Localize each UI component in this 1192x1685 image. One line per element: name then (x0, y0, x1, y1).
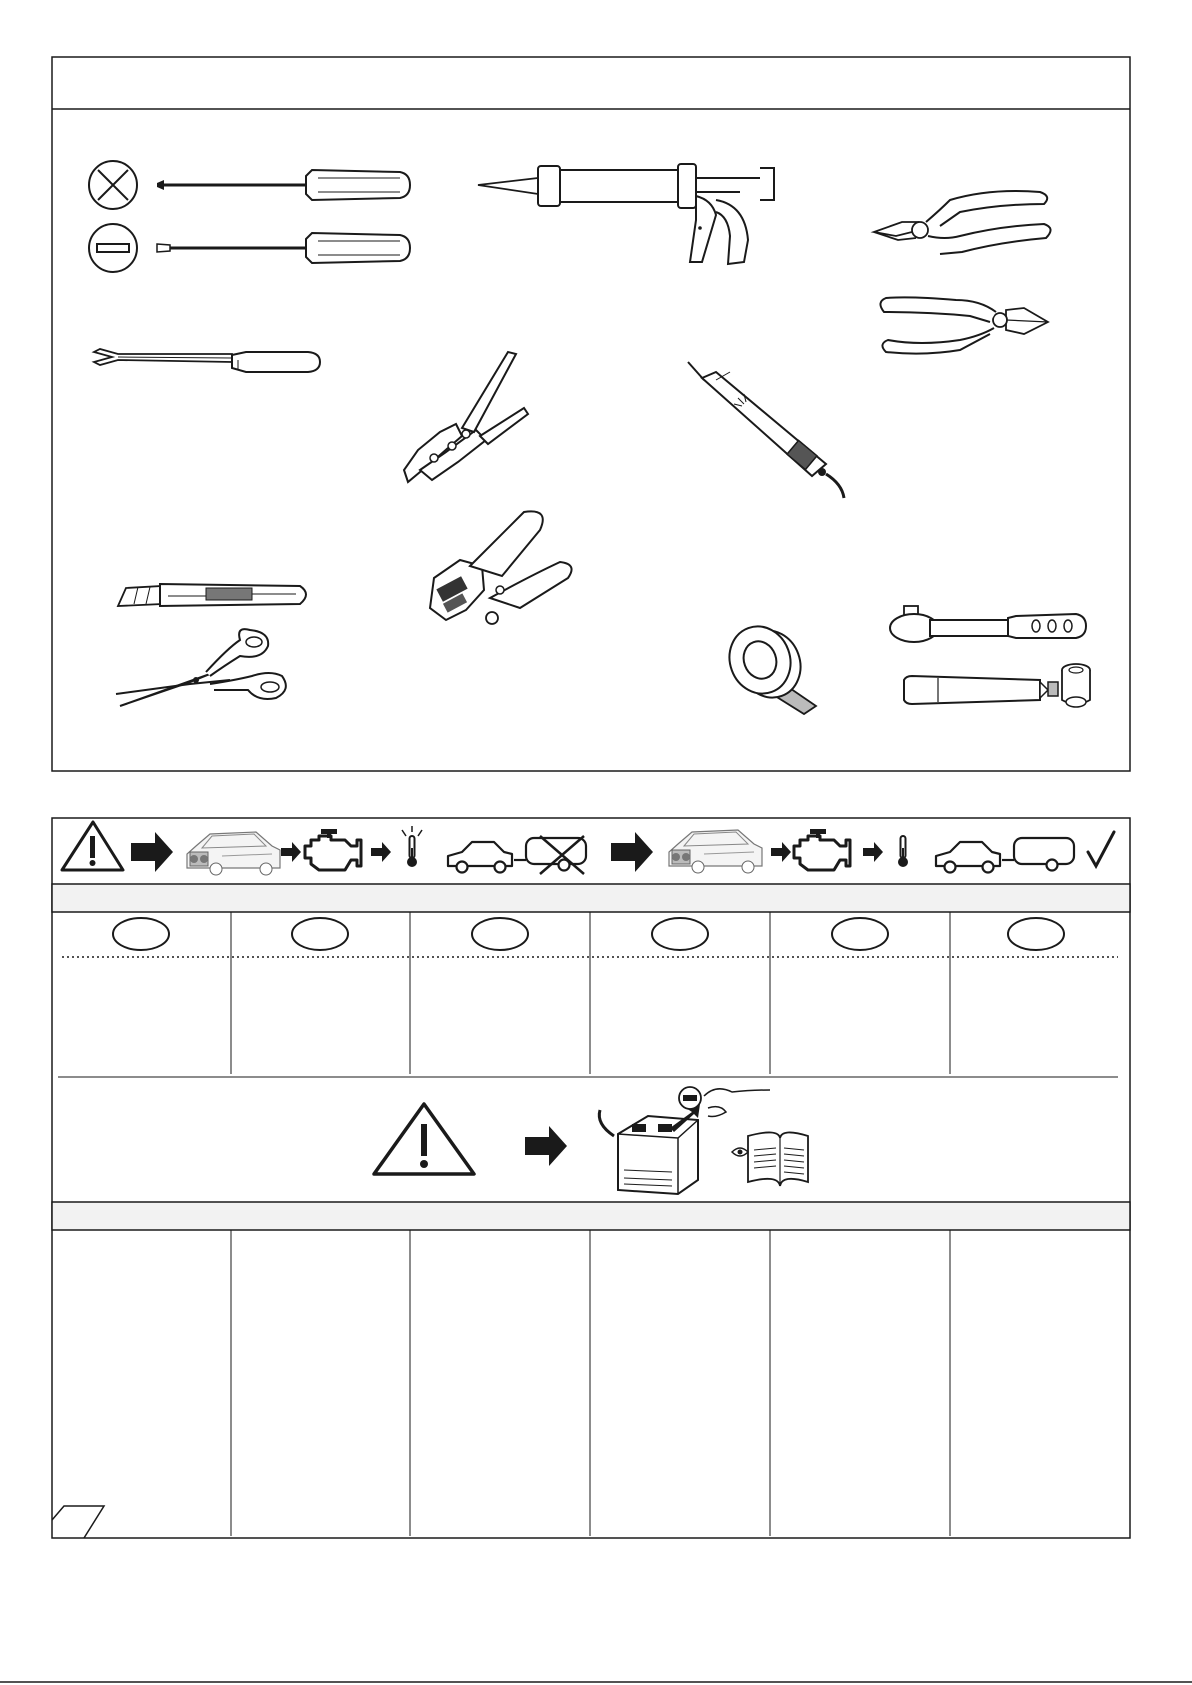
circuit-tester-icon (688, 362, 844, 498)
trim-removal-tool-icon (94, 349, 320, 372)
crimping-pliers-icon (404, 352, 528, 482)
small-arrow-icon (863, 842, 883, 862)
arrow-icon (525, 1126, 567, 1166)
read-manual-icon (732, 1132, 808, 1186)
flat-screwdriver-icon (89, 224, 410, 272)
car-front-icon (669, 830, 762, 873)
language-oval-1 (113, 918, 169, 950)
arrow-icon (611, 832, 653, 872)
utility-knife-icon (118, 584, 306, 606)
side-cutters-icon (880, 297, 1048, 353)
car-trailer-crossed-icon (448, 836, 586, 874)
small-arrow-icon (281, 842, 301, 862)
wire-stripper-icon (430, 511, 572, 624)
language-oval-5 (832, 918, 888, 950)
scissors-icon (116, 629, 286, 706)
engine-icon (794, 829, 850, 870)
warning-icon (60, 817, 125, 872)
language-oval-4 (652, 918, 708, 950)
engine-icon (305, 829, 361, 870)
temperature-warning-icon (402, 826, 422, 867)
procedure-panel (52, 818, 1130, 1538)
car-trailer-ok-icon (936, 838, 1074, 873)
page-corner-mark (52, 1506, 104, 1538)
small-arrow-icon (371, 842, 391, 862)
socket-extension-icon (904, 664, 1090, 707)
arrow-icon (131, 832, 173, 872)
small-arrow-icon (771, 842, 791, 862)
battery-disconnect-icon (599, 1087, 770, 1194)
language-oval-3 (472, 918, 528, 950)
warning-icon (374, 1104, 474, 1174)
temperature-icon (898, 836, 908, 867)
car-front-icon (187, 832, 280, 875)
header-icon-strip (60, 817, 1114, 875)
insulating-tape-icon (720, 618, 816, 714)
phillips-screwdriver-icon (89, 161, 410, 209)
torque-wrench-icon (890, 606, 1086, 642)
language-oval-6 (1008, 918, 1064, 950)
sealant-gun-icon (478, 164, 774, 264)
language-oval-2 (292, 918, 348, 950)
text-columns-lower (231, 1230, 950, 1536)
battery-notice (374, 1087, 808, 1194)
combination-pliers-icon (874, 191, 1051, 254)
language-ovals (113, 918, 1064, 950)
checkmark-icon (1088, 832, 1114, 866)
